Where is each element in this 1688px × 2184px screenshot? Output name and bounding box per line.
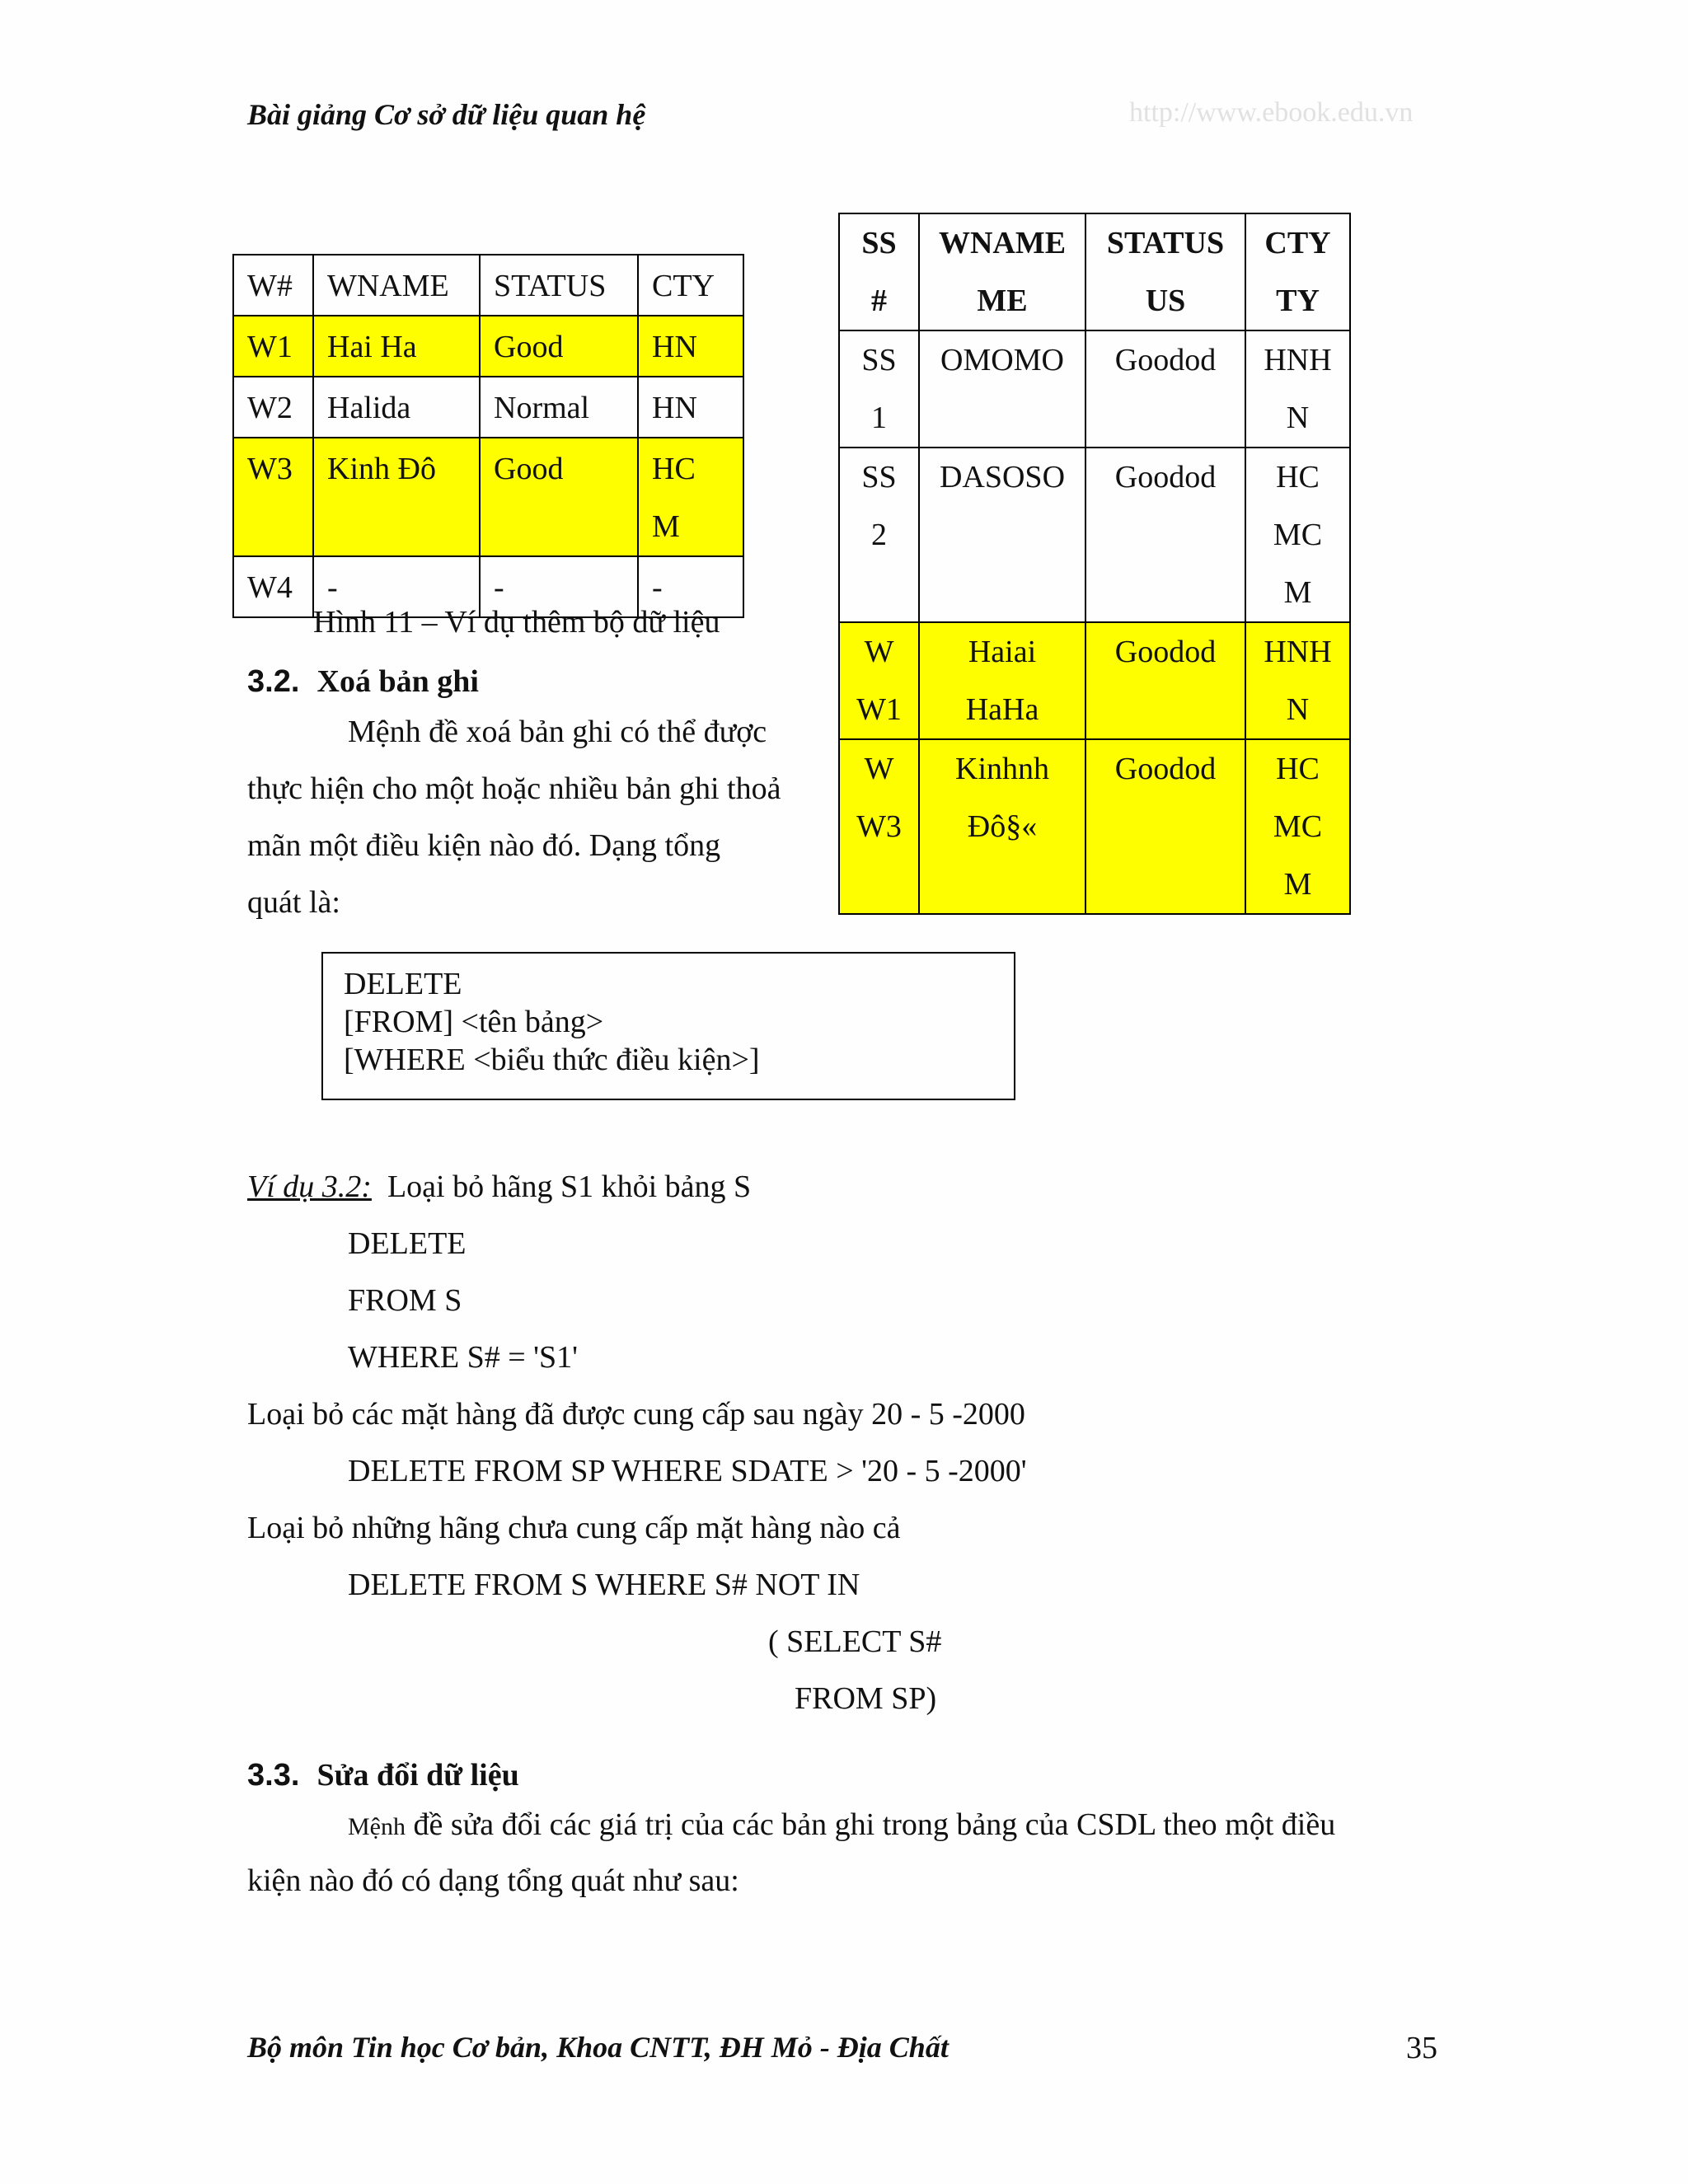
table-row [839, 739, 1350, 914]
table-cell: Normal [480, 377, 638, 438]
table-cell: Kinhnh Đô§« [919, 739, 1085, 914]
section-heading-3-2 [247, 663, 479, 700]
header-cell: STATUS US [1085, 213, 1245, 330]
table-row [233, 438, 743, 556]
garbled-table [838, 213, 1351, 915]
table-cell: DASOSO [919, 448, 1085, 622]
table-cell: HC MC M [1245, 448, 1350, 622]
table-cell: Goodod [1085, 739, 1245, 914]
syntax-line: [WHERE <biểu thức điều kiện>] [344, 1043, 760, 1077]
table-row [839, 330, 1350, 448]
table-cell: Good [480, 438, 638, 556]
table-cell: OMOMO [919, 330, 1085, 448]
example-text: Loại bỏ hãng S1 khỏi bảng S [387, 1169, 752, 1204]
paragraph-first-word: Mệnh [348, 1813, 406, 1840]
page-footer: Bộ môn Tin học Cơ bản, Khoa CNTT, ĐH Mỏ - Địa Chất [247, 2031, 949, 2064]
table-cell: Good [480, 316, 638, 377]
code-line: DELETE FROM SP WHERE SDATE > '20 - 5 -2000' [348, 1454, 1027, 1488]
table-cell: Kinh Đô [313, 438, 480, 556]
description-line: Loại bỏ các mặt hàng đã được cung cấp sau ngày 20 - 5 -2000 [247, 1397, 1025, 1432]
table-cell: HNH N [1245, 622, 1350, 739]
syntax-line: [FROM] <tên bảng> [344, 1005, 604, 1039]
page-header-title: Bài giảng Cơ sở dữ liệu quan hệ [247, 98, 646, 131]
code-line: ( SELECT S# [768, 1624, 942, 1659]
code-line: DELETE FROM S WHERE S# NOT IN [348, 1568, 860, 1602]
table-cell: HN [638, 377, 743, 438]
table-cell: Goodod [1085, 448, 1245, 622]
header-cell: WNAME [313, 255, 480, 316]
paragraph-line: Mệnh đề xoá bản ghi có thể được [348, 715, 767, 749]
table-header-row [839, 213, 1350, 330]
table-cell: SS 2 [839, 448, 919, 622]
header-cell: CTY [638, 255, 743, 316]
table-cell: - [313, 556, 480, 617]
section-title: Xoá bản ghi [316, 664, 479, 699]
example-label: Ví dụ 3.2: [247, 1169, 372, 1204]
table-cell: HC M [638, 438, 743, 556]
code-line: FROM S [348, 1283, 462, 1318]
example-line [247, 1169, 751, 1205]
syntax-box [321, 952, 1015, 1100]
table-row [839, 622, 1350, 739]
page-header-url: http://www.ebook.edu.vn [1129, 97, 1414, 128]
code-line: WHERE S# = 'S1' [348, 1340, 578, 1375]
table-cell: HNH N [1245, 330, 1350, 448]
warehouse-table [232, 254, 744, 618]
code-line: FROM SP) [795, 1681, 937, 1716]
table-header-row [233, 255, 743, 316]
header-cell: SS # [839, 213, 919, 330]
paragraph-line: thực hiện cho một hoặc nhiều bản ghi thoả [247, 771, 781, 806]
header-cell: W# [233, 255, 313, 316]
section-number: 3.3. [247, 1758, 300, 1793]
syntax-line: DELETE [344, 967, 462, 1001]
table-cell: Goodod [1085, 330, 1245, 448]
table-cell: W2 [233, 377, 313, 438]
section-number: 3.2. [247, 664, 300, 699]
header-cell: STATUS [480, 255, 638, 316]
header-cell: WNAME ME [919, 213, 1085, 330]
paragraph-text: đề sửa đổi các giá trị của các bản ghi trong bảng của CSDL theo một điều [413, 1807, 1336, 1842]
page-number: 35 [1406, 2031, 1437, 2065]
table-cell: Hai Ha [313, 316, 480, 377]
table-cell: W W1 [839, 622, 919, 739]
paragraph-line [348, 1807, 1335, 1843]
description-line: Loại bỏ những hãng chưa cung cấp mặt hàng nào cả [247, 1511, 901, 1545]
figure-caption: Hình 11 – Ví dụ thêm bộ dữ liệu [313, 605, 720, 640]
table-cell: - [638, 556, 743, 617]
header-cell: CTY TY [1245, 213, 1350, 330]
table-cell: W W3 [839, 739, 919, 914]
paragraph-line: quát là: [247, 885, 340, 920]
table-row [233, 377, 743, 438]
table-cell: W1 [233, 316, 313, 377]
table-cell: Halida [313, 377, 480, 438]
table-cell: - [480, 556, 638, 617]
paragraph-line: mãn một điều kiện nào đó. Dạng tổng [247, 828, 721, 863]
table-cell: HN [638, 316, 743, 377]
table-row [839, 448, 1350, 622]
table-cell: W4 [233, 556, 313, 617]
section-title: Sửa đổi dữ liệu [316, 1758, 519, 1793]
table-cell: SS 1 [839, 330, 919, 448]
table-cell: HC MC M [1245, 739, 1350, 914]
table-cell: Haiai HaHa [919, 622, 1085, 739]
code-line: DELETE [348, 1226, 467, 1261]
table-cell: Goodod [1085, 622, 1245, 739]
section-heading-3-3 [247, 1757, 519, 1793]
table-row [233, 316, 743, 377]
table-cell: W3 [233, 438, 313, 556]
paragraph-line: kiện nào đó có dạng tổng quát như sau: [247, 1863, 739, 1898]
section-paragraph [247, 704, 841, 931]
